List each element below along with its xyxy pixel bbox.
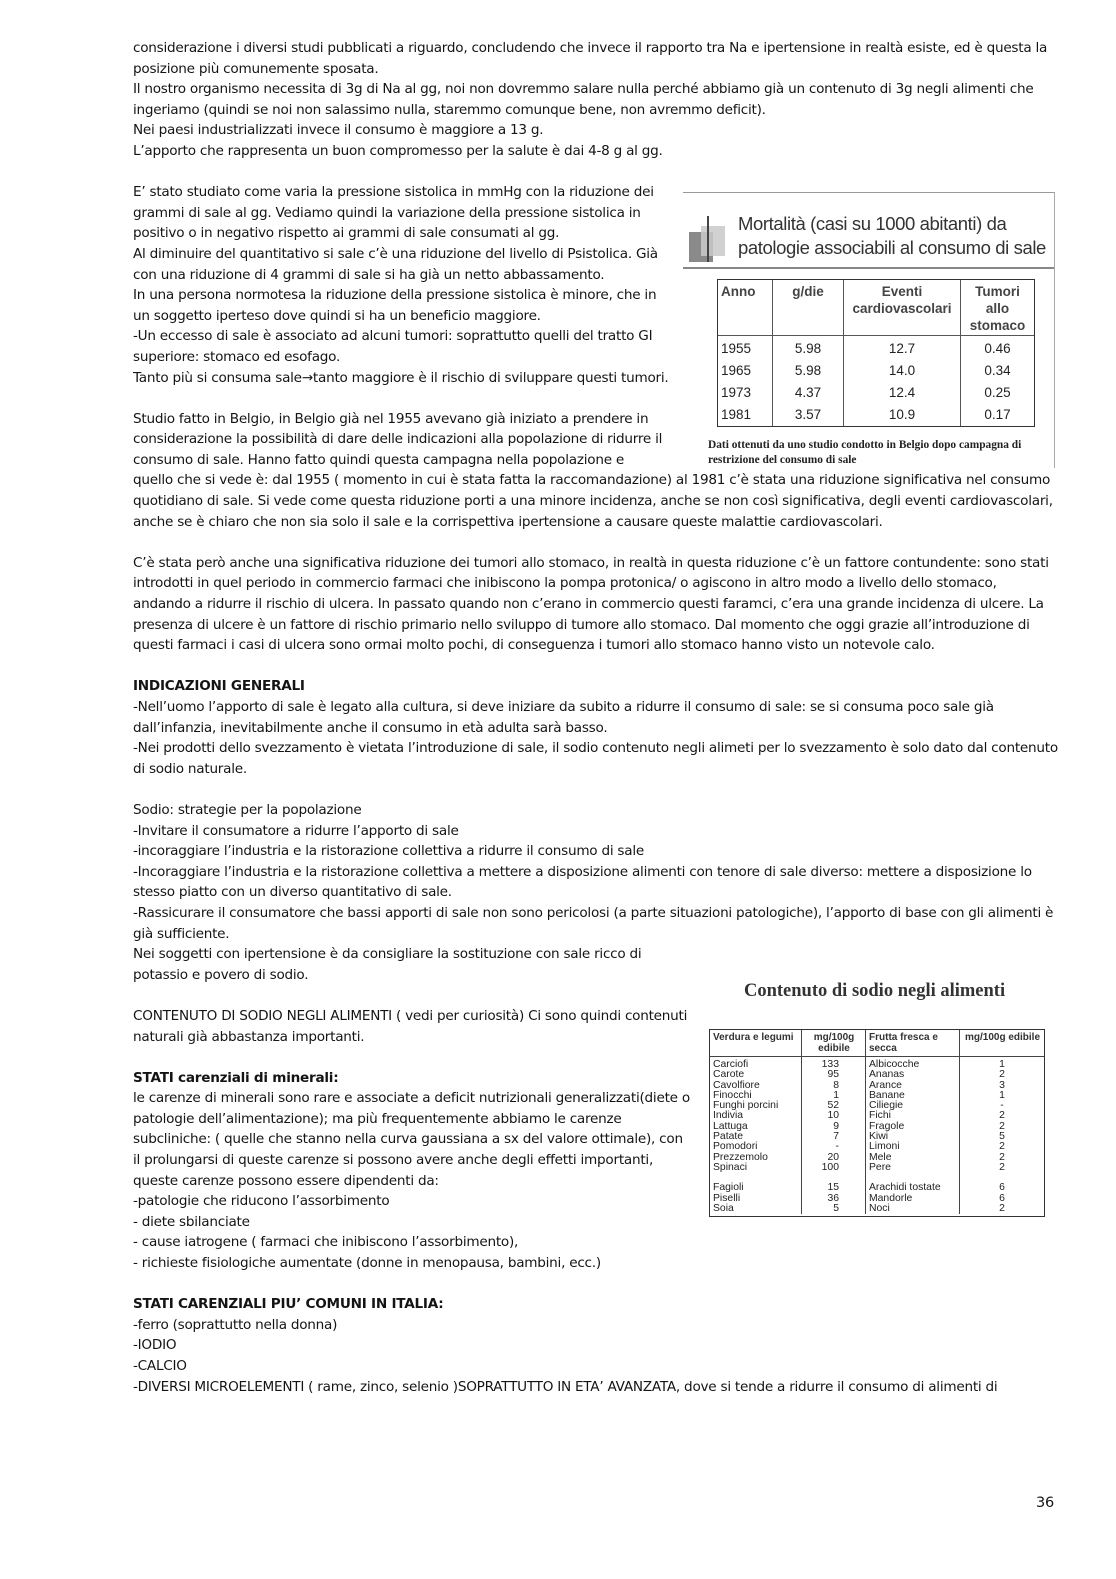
section-heading: INDICAZIONI GENERALI xyxy=(133,678,305,695)
list-item: -Incoraggiare l’industria e la ristorazione collettiva a mettere a disposizione alimenti con tenore di sale diverso: mettere a disposizione lo stesso piatto con un diverso quantitativo di sale. xyxy=(133,863,1032,901)
table-cell: 36 xyxy=(802,1194,866,1204)
table-cell: 2 xyxy=(999,1151,1005,1163)
paragraph: Tanto più si consuma sale→tanto maggiore è il rischio di sviluppare questi tumori. xyxy=(133,369,669,386)
list-item: -incoraggiare l’industria e la ristorazione collettiva a ridurre il consumo di sale xyxy=(133,843,644,860)
table-header: Eventi cardiovascolari xyxy=(844,280,961,336)
paragraph: Il nostro organismo necessita di 3g di Na al gg, noi non dovremmo salare nulla perché abbiamo già un contenuto di 3g negli alimenti che ingeriamo (quindi se noi non salassimo nulla, staremmo comunque bene, non avremmo deficit). xyxy=(133,81,1034,118)
table-cell: Arance xyxy=(866,1081,960,1091)
table-cell: 95 xyxy=(802,1070,866,1080)
paragraph: In una persona normotesa la riduzione della pressione sistolica è minore, che in un soggetto iperteso dove quindi si ha un beneficio maggiore. xyxy=(133,287,657,324)
table-cell: 1 xyxy=(999,1059,1005,1070)
paragraph: considerazione i diversi studi pubblicati a riguardo, concludendo che invece il rapporto tra Na e ipertensione in realtà esiste, ed è questa la posizione più comunemente sposata. xyxy=(133,40,1048,77)
table-cell: Carciofi xyxy=(710,1057,802,1071)
table-cell: - xyxy=(802,1142,866,1152)
table-row xyxy=(710,1163,1044,1173)
table-cell: 10 xyxy=(802,1111,866,1121)
table-cell: Noci xyxy=(866,1204,960,1214)
table-cell: Banane xyxy=(866,1091,960,1101)
table-header: Anno xyxy=(718,280,773,336)
list-item: -IODIO xyxy=(133,1337,177,1354)
paragraph: Nei soggetti con ipertensione è da consigliare la sostituzione con sale ricco di potassio e povero di sodio. xyxy=(133,946,642,983)
decorative-square-icon xyxy=(701,226,725,256)
table-cell: 7 xyxy=(802,1132,866,1142)
divider xyxy=(1054,192,1055,468)
table-cell: Ciliegie xyxy=(866,1101,960,1111)
table-cell: Piselli xyxy=(710,1194,802,1204)
table-cell: Mele xyxy=(866,1153,960,1163)
list-item: -patologie che riducono l’assorbimento xyxy=(133,1193,390,1210)
table-cell: 5 xyxy=(999,1131,1005,1143)
table-cell: 9 xyxy=(802,1122,866,1132)
table-cell: - xyxy=(1000,1100,1004,1112)
paragraph: le carenze di minerali sono rare e associate a deficit nutrizionali generalizzati(diete o patologie dell’alimentazione); ma più frequentemente abbiamo le carenze subcliniche: ( quelle che stanno nella curva gaussiana a sx del valore ottimale), con il prolungarsi di queste carenze si possono avere anche degli effetti importanti, queste carenze possono essere dipendenti da: xyxy=(133,1090,690,1189)
paragraph: -Nell’uomo l’apporto di sale è legato alla cultura, si deve iniziare da subito a ridurre il consumo di sale: se si consuma poco sale già dall’infanzia, inevitabilmente anche il consumo in età adulta sarà basso. xyxy=(133,699,994,736)
figure-footnote: Dati ottenuti da uno studio condotto in Belgio dopo campagna di restrizione del consumo di sale xyxy=(708,439,1022,466)
table-cell: 8 xyxy=(802,1081,866,1091)
table-cell: 2 xyxy=(999,1202,1005,1214)
table-cell: 100 xyxy=(802,1163,866,1173)
table-row: 1965 5.98 14.0 0.34 xyxy=(718,360,1034,382)
section-heading: STATI carenziali di minerali: xyxy=(133,1069,339,1086)
paragraph: Sodio: strategie per la popolazione xyxy=(133,801,362,818)
table-cell: Funghi porcini xyxy=(710,1101,802,1111)
table-header: g/die xyxy=(773,280,844,336)
table-cell: 15 xyxy=(802,1183,866,1193)
table-header: mg/100g edibile xyxy=(802,1030,866,1057)
list-item: - cause iatrogene ( farmaci che inibiscono l’assorbimento), xyxy=(133,1234,519,1251)
paragraph: Nei paesi industrializzati invece il consumo è maggiore a 13 g. xyxy=(133,122,544,139)
table-cell: Pomodori xyxy=(710,1142,802,1152)
table-cell: Fichi xyxy=(866,1111,960,1121)
page-number: 36 xyxy=(1036,1495,1054,1511)
table-cell: 5 xyxy=(802,1204,866,1214)
table-cell: 1 xyxy=(999,1089,1005,1101)
table-header: Verdura e legumi xyxy=(710,1030,802,1057)
table-row xyxy=(710,1057,1044,1071)
table-cell: 2 xyxy=(999,1120,1005,1132)
figure-title: Contenuto di sodio negli alimenti xyxy=(744,981,1006,1001)
list-item: - richieste fisiologiche aumentate (donne in menopausa, bambini, ecc.) xyxy=(133,1255,601,1272)
table-cell: 20 xyxy=(802,1153,866,1163)
mortality-table xyxy=(717,279,1035,427)
list-item: -Invitare il consumatore a ridurre l’apporto di sale xyxy=(133,822,459,839)
mortality-table-figure xyxy=(683,192,1055,468)
paragraph: -Nei prodotti dello svezzamento è vietata l’introduzione di sale, il sodio contenuto negli alimeti per lo svezzamento è solo dato dal contenuto di sodio naturale. xyxy=(133,740,1058,777)
table-cell: Fragole xyxy=(866,1122,960,1132)
table-cell: Spinaci xyxy=(710,1163,802,1173)
table-cell: Cavolfiore xyxy=(710,1081,802,1091)
table-cell: Arachidi tostate xyxy=(866,1183,960,1193)
sodium-content-table xyxy=(709,1029,1045,1217)
paragraph: Al diminuire del quantitativo si sale c’è una riduzione del livello di Psistolica. Già con una riduzione di 4 grammi di sale si ha già un netto abbassamento. xyxy=(133,245,658,283)
table-cell: 133 xyxy=(802,1057,866,1071)
list-item: - diete sbilanciate xyxy=(133,1213,250,1230)
table-cell: Fagioli xyxy=(710,1183,802,1193)
list-item: -ferro (soprattutto nella donna) xyxy=(133,1316,338,1333)
table-cell: 6 xyxy=(999,1192,1005,1204)
paragraph: C’è stata però anche una significativa riduzione dei tumori allo stomaco, in realtà in questa riduzione c’è un fattore contundente: sono stati introdotti in quel periodo in commercio farmaci che inibiscono la pompa protonica/ o agiscono in altro modo a livello dello stomaco, andando a ridurre il rischio di ulcera. In passato quando non c’erano in commercio questi faramci, c’era una grande incidenza di ulcere. La presenza di ulcere è un fattore di rischio primario nello sviluppo di tumore allo stomaco. Dal momento che oggi grazie all’introduzione di questi farmaci i casi di ulcera sono ormai molto pochi, di conseguenza i tumori allo stomaco hanno visto un notevole calo. xyxy=(133,554,1049,654)
table-row: 1973 4.37 12.4 0.25 xyxy=(718,382,1034,404)
figure-title: Mortalità (casi su 1000 abitanti) da patologie associabili al consumo di sale xyxy=(738,213,1046,258)
table-cell: Mandorle xyxy=(866,1194,960,1204)
list-item: -CALCIO xyxy=(133,1358,187,1374)
table-cell: 6 xyxy=(999,1182,1005,1194)
table-cell: 2 xyxy=(999,1069,1005,1081)
paragraph: CONTENUTO DI SODIO NEGLI ALIMENTI ( vedi per curiosità) Ci sono quindi contenuti naturali già abbastanza importanti. xyxy=(133,1007,688,1045)
table-cell: Albicocche xyxy=(866,1057,960,1071)
table-cell: Pere xyxy=(866,1163,960,1173)
table-cell: Kiwi xyxy=(866,1132,960,1142)
table-cell: Limoni xyxy=(866,1142,960,1152)
table-cell: 3 xyxy=(999,1079,1005,1091)
table-cell: Indivia xyxy=(710,1111,802,1121)
table-header: Frutta fresca e secca xyxy=(866,1030,960,1057)
table-cell: 52 xyxy=(802,1101,866,1111)
section-heading: STATI CARENZIALI PIU’ COMUNI IN ITALIA: xyxy=(133,1296,444,1313)
decorative-line xyxy=(707,216,709,262)
paragraph: quello che si vede è: dal 1955 ( momento in cui è stata fatta la raccomandazione) al 1981 c’è stata una riduzione significativa nel consumo quotidiano di sale. Si vede come questa riduzione porti a una minore incidenza, anche se non così significativa, degli eventi cardiovascolari, anche se è chiaro che non sia solo il sale e la corrispettiva ipertensione a causare queste malattie cardiovascolari. xyxy=(133,472,1053,530)
table-cell: Patate xyxy=(710,1132,802,1142)
paragraph: L’apporto che rappresenta un buon compromesso per la salute è dai 4-8 g al gg. xyxy=(133,142,663,159)
table-cell: 2 xyxy=(999,1110,1005,1122)
table-row: 1955 5.98 12.7 0.46 xyxy=(718,336,1034,361)
table-cell: Prezzemolo xyxy=(710,1153,802,1163)
paragraph: Studio fatto in Belgio, in Belgio già nel 1955 avevano già iniziato a prendere in considerazione la possibilità di dare delle indicazioni alla popolazione di ridurre il consumo di sale. Hanno fatto quindi questa campagna nella popolazione e xyxy=(133,410,663,468)
list-item: -Rassicurare il consumatore che bassi apporti di sale non sono pericolosi (a parte situazioni patologiche), l’apporto di base con gli alimenti è già sufficiente. xyxy=(133,904,1054,942)
table-cell: 2 xyxy=(999,1141,1005,1153)
table-cell: 1 xyxy=(802,1091,866,1101)
table-cell: Carote xyxy=(710,1070,802,1080)
paragraph: E’ stato studiato come varia la pressione sistolica in mmHg con la riduzione dei grammi di sale al gg. Vediamo quindi la variazione della pressione sistolica in positivo o in negativo rispetto ai grammi di sale consumati al gg. xyxy=(133,184,654,242)
table-row xyxy=(710,1204,1044,1214)
table-header: Tumori allo stomaco xyxy=(961,280,1035,336)
table-cell: Ananas xyxy=(866,1070,960,1080)
table-cell: Finocchi xyxy=(710,1091,802,1101)
table-cell: Lattuga xyxy=(710,1122,802,1132)
table-header: mg/100g edibile xyxy=(960,1030,1045,1057)
table-cell: 2 xyxy=(999,1161,1005,1173)
paragraph: -Un eccesso di sale è associato ad alcuni tumori: soprattutto quelli del tratto GI superiore: stomaco ed esofago. xyxy=(133,328,653,365)
table-row: 1981 3.57 10.9 0.17 xyxy=(718,404,1034,426)
table-cell: Soia xyxy=(710,1204,802,1214)
list-item: -DIVERSI MICROELEMENTI ( rame, zinco, selenio )SOPRATTUTTO IN ETA’ AVANZATA, dove si tende a ridurre il consumo di alimenti di xyxy=(133,1378,998,1395)
